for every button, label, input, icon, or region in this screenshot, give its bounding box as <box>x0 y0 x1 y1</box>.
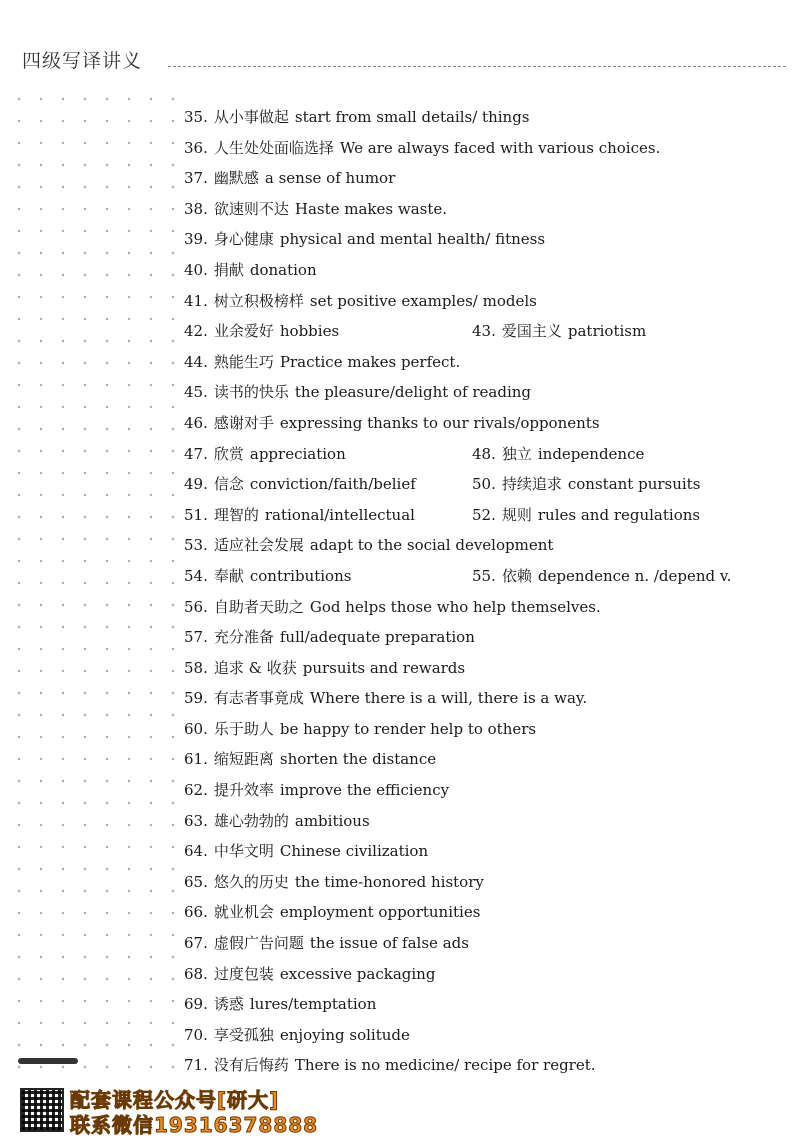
vocab-entry <box>184 408 600 439</box>
entry-number: 71. <box>184 1056 208 1075</box>
entry-row <box>184 592 784 623</box>
entry-chinese: 享受孤独 <box>213 1025 274 1044</box>
entry-row <box>184 867 784 898</box>
vocab-entry <box>184 897 480 928</box>
entry-row <box>184 561 784 592</box>
entry-row <box>184 255 784 286</box>
entry-english: rules and regulations <box>537 505 701 524</box>
entry-chinese: 熟能生巧 <box>213 352 274 371</box>
entry-english: be happy to render help to others <box>279 719 537 738</box>
entry-number: 58. <box>184 658 208 677</box>
entry-row <box>184 102 784 133</box>
entry-row <box>184 316 784 347</box>
entry-english: Practice makes perfect. <box>279 352 461 371</box>
vocab-entry <box>184 561 351 592</box>
vocab-entry <box>184 653 465 684</box>
entry-row <box>184 224 784 255</box>
entry-row <box>184 653 784 684</box>
vocab-entry <box>472 316 646 347</box>
entry-english: adapt to the social development <box>309 536 554 555</box>
vocab-entry <box>184 194 447 225</box>
entry-number: 56. <box>184 597 208 616</box>
vocab-entry <box>184 163 395 194</box>
entry-number: 46. <box>184 413 208 432</box>
vocab-entry <box>184 347 460 378</box>
entry-english: employment opportunities <box>279 903 481 922</box>
vocab-entry <box>184 744 436 775</box>
vocab-entry <box>184 377 531 408</box>
entry-row <box>184 377 784 408</box>
entry-row <box>184 194 784 225</box>
vocab-entry <box>184 469 416 500</box>
vocab-entry <box>184 500 415 531</box>
entry-chinese: 业余爱好 <box>213 322 274 341</box>
entry-english: ambitious <box>294 811 370 830</box>
entry-english: the issue of false ads <box>309 934 469 953</box>
entry-number: 64. <box>184 842 208 861</box>
entry-chinese: 就业机会 <box>213 903 274 922</box>
entry-number: 68. <box>184 964 208 983</box>
entry-chinese: 奉献 <box>213 566 244 585</box>
entry-number: 61. <box>184 750 208 769</box>
entry-chinese: 幽默感 <box>213 169 259 188</box>
vocab-entry <box>472 469 700 500</box>
entry-number: 49. <box>184 475 208 494</box>
entry-chinese: 过度包装 <box>213 964 274 983</box>
watermark-line-2: 联系微信19316378888 <box>70 1113 319 1137</box>
entry-row <box>184 500 784 531</box>
entry-chinese: 树立积极榜样 <box>213 291 304 310</box>
vocabulary-list <box>184 102 784 1081</box>
entry-chinese: 身心健康 <box>213 230 274 249</box>
entry-number: 53. <box>184 536 208 555</box>
vocab-entry <box>184 989 376 1020</box>
entry-english: set positive examples/ models <box>309 291 537 310</box>
entry-chinese: 独立 <box>501 444 532 463</box>
entry-english: There is no medicine/ recipe for regret. <box>294 1056 596 1075</box>
entry-number: 70. <box>184 1025 208 1044</box>
entry-number: 37. <box>184 169 208 188</box>
footer-decoration <box>18 1058 78 1064</box>
entry-chinese: 乐于助人 <box>213 719 274 738</box>
page-header-title: 四级写译讲义 <box>22 50 143 72</box>
entry-chinese: 欲速则不达 <box>213 199 289 218</box>
entry-chinese: 虚假广告问题 <box>213 934 304 953</box>
entry-row <box>184 1050 784 1081</box>
entry-number: 42. <box>184 322 208 341</box>
entry-chinese: 没有后悔药 <box>213 1056 289 1075</box>
entry-number: 41. <box>184 291 208 310</box>
entry-chinese: 追求 & 收获 <box>213 658 297 677</box>
entry-row <box>184 683 784 714</box>
vocab-entry <box>184 714 536 745</box>
watermark-line-1: 配套课程公众号[研大] <box>70 1088 280 1112</box>
entry-row <box>184 469 784 500</box>
entry-chinese: 规则 <box>501 505 532 524</box>
vocab-entry <box>184 286 537 317</box>
entry-english: the pleasure/delight of reading <box>294 383 532 402</box>
entry-row <box>184 622 784 653</box>
entry-english: rational/intellectual <box>264 505 415 524</box>
entry-row <box>184 163 784 194</box>
entry-english: enjoying solitude <box>279 1025 410 1044</box>
vocab-entry <box>472 439 644 470</box>
entry-english: constant pursuits <box>567 475 701 494</box>
entry-chinese: 中华文明 <box>213 842 274 861</box>
entry-row <box>184 806 784 837</box>
entry-number: 40. <box>184 260 208 279</box>
entry-chinese: 读书的快乐 <box>213 383 289 402</box>
vocab-entry <box>184 806 370 837</box>
entry-chinese: 从小事做起 <box>213 108 289 126</box>
vocab-entry <box>184 1020 410 1051</box>
entry-chinese: 感谢对手 <box>213 413 274 432</box>
entry-number: 48. <box>472 444 496 463</box>
entry-chinese: 人生处处面临选择 <box>213 138 334 157</box>
vocab-entry <box>184 1050 596 1081</box>
entry-english: hobbies <box>279 322 340 341</box>
vocab-entry <box>184 224 545 255</box>
vocab-entry <box>184 439 346 470</box>
entry-chinese: 捐献 <box>213 260 244 279</box>
entry-row <box>184 1020 784 1051</box>
entry-chinese: 信念 <box>213 475 244 494</box>
entry-english: lures/temptation <box>249 995 377 1014</box>
entry-english: a sense of humor <box>264 169 396 188</box>
entry-number: 52. <box>472 505 496 524</box>
entry-chinese: 依赖 <box>501 566 532 585</box>
entry-english: donation <box>249 260 317 279</box>
entry-number: 50. <box>472 475 496 494</box>
entry-english: We are always faced with various choices. <box>339 138 661 157</box>
entry-english: improve the efficiency <box>279 781 450 800</box>
entry-chinese: 雄心勃勃的 <box>213 811 289 830</box>
vocab-entry <box>472 561 731 592</box>
entry-number: 35. <box>184 108 208 126</box>
entry-english: Where there is a will, there is a way. <box>309 689 588 708</box>
vocab-entry <box>184 928 469 959</box>
entry-row <box>184 286 784 317</box>
entry-number: 39. <box>184 230 208 249</box>
entry-english: appreciation <box>249 444 346 463</box>
entry-chinese: 理智的 <box>213 505 259 524</box>
entry-english: physical and mental health/ fitness <box>279 230 546 249</box>
entry-number: 44. <box>184 352 208 371</box>
entry-row <box>184 439 784 470</box>
entry-chinese: 充分准备 <box>213 628 274 647</box>
entry-chinese: 持续追求 <box>501 475 562 494</box>
entry-english: conviction/faith/belief <box>249 475 416 494</box>
entry-row <box>184 775 784 806</box>
vocab-entry <box>184 622 475 653</box>
entry-number: 47. <box>184 444 208 463</box>
qr-code-icon <box>20 1088 64 1132</box>
entry-english: God helps those who help themselves. <box>309 597 601 616</box>
entry-english: excessive packaging <box>279 964 436 983</box>
entry-english: full/adequate preparation <box>279 628 475 647</box>
entry-chinese: 有志者事竟成 <box>213 689 304 708</box>
margin-dot-grid <box>8 88 176 1078</box>
entry-number: 69. <box>184 995 208 1014</box>
vocab-entry <box>472 500 700 531</box>
entry-english: start from small details/ things <box>294 108 530 126</box>
entry-row <box>184 347 784 378</box>
entry-row <box>184 989 784 1020</box>
entry-number: 67. <box>184 934 208 953</box>
entry-number: 54. <box>184 566 208 585</box>
vocab-entry <box>184 133 660 164</box>
entry-number: 51. <box>184 505 208 524</box>
entry-english: independence <box>537 444 645 463</box>
vocab-entry <box>184 775 449 806</box>
vocab-entry <box>184 530 553 561</box>
entry-chinese: 自助者天助之 <box>213 597 304 616</box>
entry-row <box>184 897 784 928</box>
vocab-entry <box>184 102 530 133</box>
entry-chinese: 欣赏 <box>213 444 244 463</box>
entry-english: Haste makes waste. <box>294 199 448 218</box>
entry-chinese: 诱惑 <box>213 995 244 1014</box>
entry-row <box>184 959 784 990</box>
entry-number: 66. <box>184 903 208 922</box>
entry-number: 63. <box>184 811 208 830</box>
entry-row <box>184 133 784 164</box>
entry-english: shorten the distance <box>279 750 437 769</box>
entry-english: Chinese civilization <box>279 842 429 861</box>
entry-english: pursuits and rewards <box>302 658 466 677</box>
entry-chinese: 缩短距离 <box>213 750 274 769</box>
vocab-entry <box>184 959 435 990</box>
vocab-entry <box>184 316 339 347</box>
entry-chinese: 悠久的历史 <box>213 872 289 891</box>
entry-english: the time-honored history <box>294 872 484 891</box>
header-divider <box>168 66 786 67</box>
entry-number: 59. <box>184 689 208 708</box>
entry-row <box>184 836 784 867</box>
entry-number: 43. <box>472 322 496 341</box>
entry-english: patriotism <box>567 322 647 341</box>
entry-chinese: 适应社会发展 <box>213 536 304 555</box>
vocab-entry <box>184 867 484 898</box>
vocab-entry <box>184 683 587 714</box>
entry-number: 62. <box>184 781 208 800</box>
entry-chinese: 提升效率 <box>213 781 274 800</box>
entry-number: 45. <box>184 383 208 402</box>
entry-chinese: 爱国主义 <box>501 322 562 341</box>
vocab-entry <box>184 836 428 867</box>
vocab-entry <box>184 255 317 286</box>
entry-english: contributions <box>249 566 352 585</box>
entry-number: 65. <box>184 872 208 891</box>
entry-row <box>184 714 784 745</box>
entry-number: 60. <box>184 719 208 738</box>
entry-english: dependence n. /depend v. <box>537 566 732 585</box>
entry-number: 55. <box>472 566 496 585</box>
entry-english: expressing thanks to our rivals/opponents <box>279 413 600 432</box>
entry-row <box>184 408 784 439</box>
entry-number: 38. <box>184 199 208 218</box>
vocab-entry <box>184 592 601 623</box>
entry-number: 36. <box>184 138 208 157</box>
entry-row <box>184 928 784 959</box>
entry-row <box>184 744 784 775</box>
entry-row <box>184 530 784 561</box>
entry-number: 57. <box>184 628 208 647</box>
